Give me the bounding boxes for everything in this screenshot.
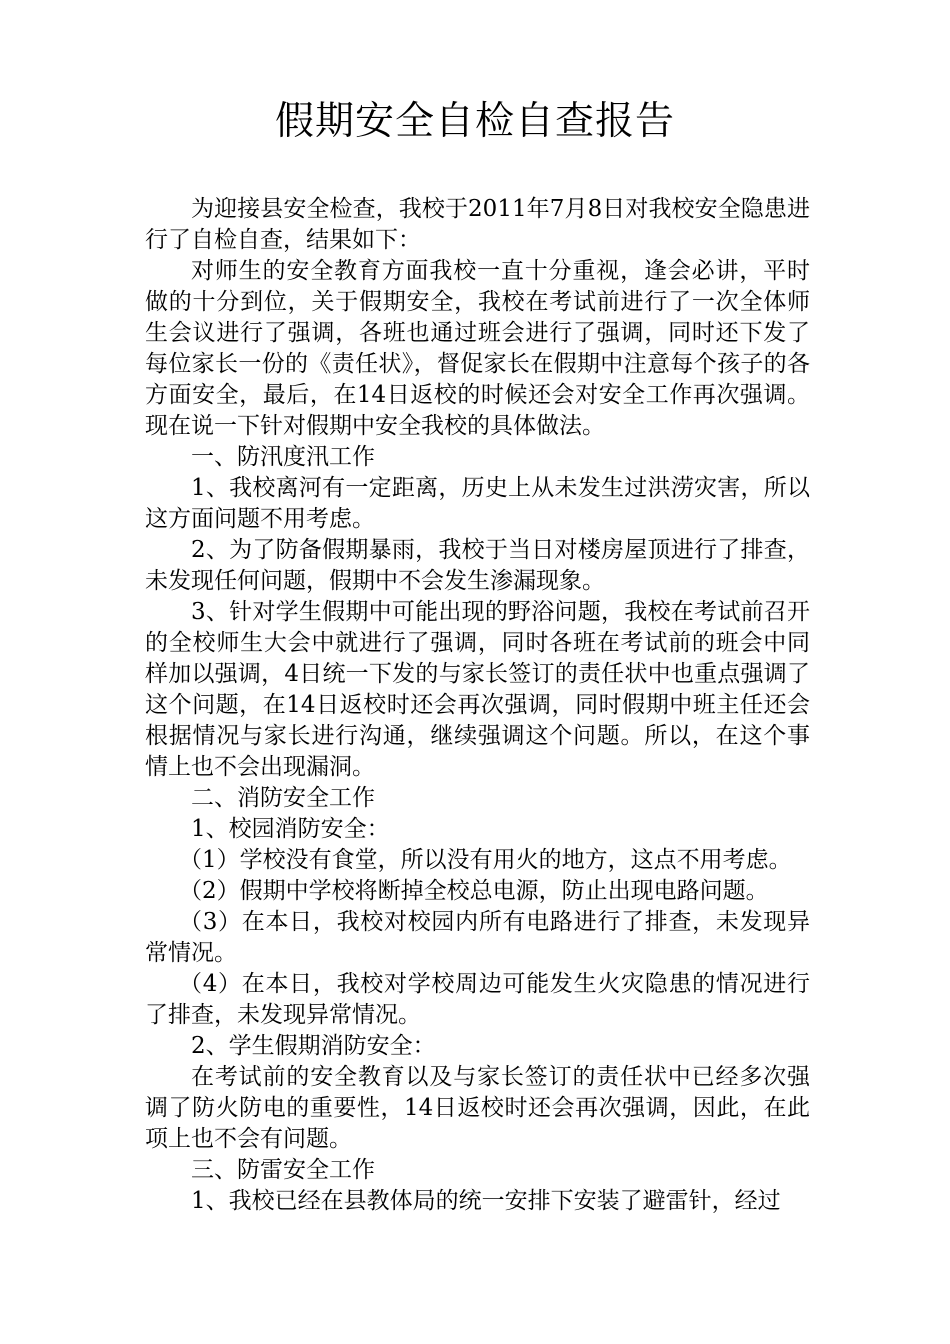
section-heading-fire: 二、消防安全工作 [191,785,375,811]
fire-subitem-4: （4）在本日，我校对学校周边可能发生火灾隐患的情况进行了排查，未发现异常情况。 [145,971,810,1028]
document-body [145,194,810,1217]
fire-item-2-heading: 2、学生假期消防安全： [191,1033,436,1059]
flood-item-1: 1、我校离河有一定距离，历史上从未发生过洪涝灾害，所以这方面问题不用考虑。 [145,475,810,532]
flood-item-3: 3、针对学生假期中可能出现的野浴问题，我校在考试前召开的全校师生大会中就进行了强调，同时各班在考试前的班会中同样加以强调，4日统一下发的与家长签订的责任状中也重点强调了这个问题，在14日返校时还会再次强调，同时假期中班主任还会根据情况与家长进行沟通，继续强调这个问题。所以，在这个事情上也不会出现漏洞。 [145,599,810,780]
fire-subitem-1: （1）学校没有食堂，所以没有用火的地方，这点不用考虑。 [179,847,792,873]
fire-item-2-paragraph: 在考试前的安全教育以及与家长签订的责任状中已经多次强调了防火防电的重要性，14日返校时还会再次强调，因此，在此项上也不会有问题。 [145,1064,810,1152]
fire-item-1-heading: 1、校园消防安全： [191,816,390,842]
document-title: 假期安全自检自查报告 [274,99,675,144]
education-paragraph: 对师生的安全教育方面我校一直十分重视，逢会必讲，平时做的十分到位，关于假期安全，我校在考试前进行了一次全体师生会议进行了强调，各班也通过班会进行了强调，同时还下发了每位家长一份的《责任状》，督促家长在假期中注意每个孩子的各方面安全，最后，在14日返校的时候还会对安全工作再次强调。现在说一下针对假期中安全我校的具体做法。 [145,258,810,439]
fire-subitem-3: （3）在本日，我校对校园内所有电路进行了排查，未发现异常情况。 [145,909,810,966]
intro-paragraph: 为迎接县安全检查，我校于2011年7月8日对我校安全隐患进行了自检自查，结果如下： [145,196,810,253]
flood-item-2: 2、为了防备假期暴雨，我校于当日对楼房屋顶进行了排查，未发现任何问题，假期中不会发生渗漏现象。 [145,537,810,594]
section-heading-flood: 一、防汛度汛工作 [191,444,375,470]
fire-subitem-2: （2）假期中学校将断掉全校总电源，防止出现电路问题。 [179,878,769,904]
section-heading-lightning: 三、防雷安全工作 [191,1157,375,1183]
lightning-item-1: 1、我校已经在县教体局的统一安排下安装了避雷针，经过 [191,1188,781,1214]
